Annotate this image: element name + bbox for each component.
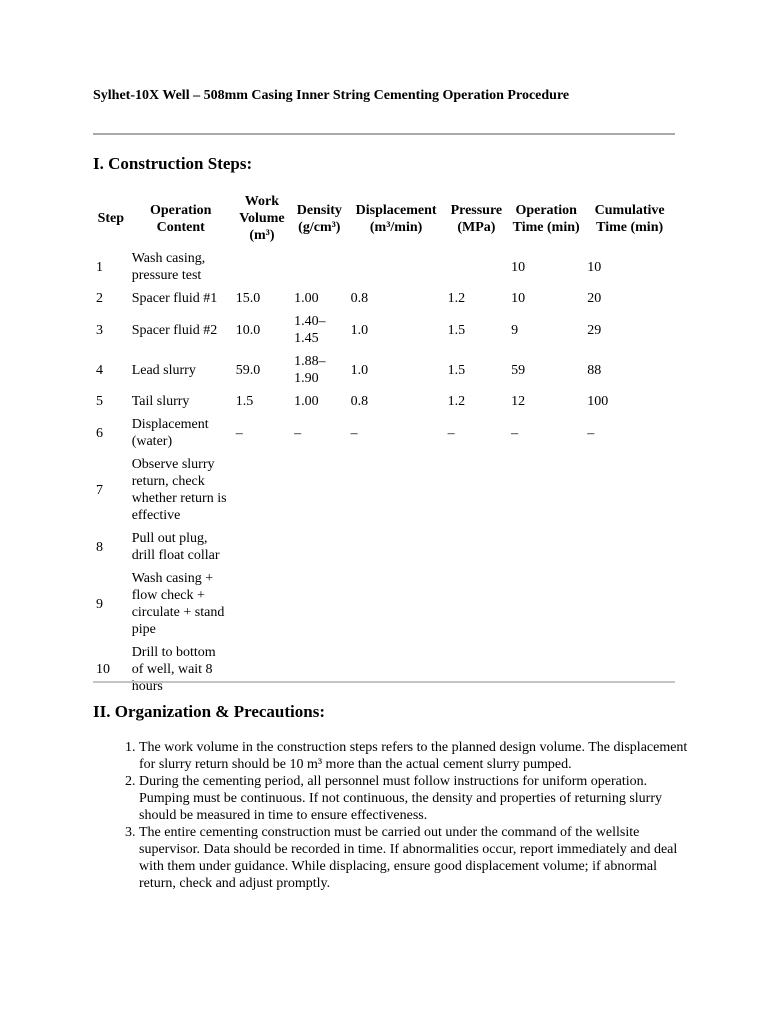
document-title: Sylhet-10X Well – 508mm Casing Inner String Cementing Operation Procedure [93,88,570,103]
cell-cumulative-time: 100 [587,394,609,409]
cell-operation-time: 10 [511,291,526,306]
cell-cumulative-time: 20 [587,291,602,306]
cell-displacement [348,453,445,527]
cell-cumulative-time: 29 [587,322,602,338]
cell-density [291,247,348,287]
cell-cumulative-time [584,641,675,698]
cell-step: 9 [96,596,103,612]
cell-density: 1.40–1.45 [294,314,326,346]
precautions-list [113,739,694,892]
table-row [93,527,675,567]
header-pressure: Pressure (MPa) [450,202,503,235]
header-density: Density (g/cm³) [296,202,342,235]
cell-step: 5 [96,394,103,409]
construction-steps-heading: I. Construction Steps: [93,154,253,173]
cell-displacement [348,247,445,287]
cell-pressure: 1.5 [447,362,466,378]
cell-operation-time [508,527,584,567]
table-header-row [93,190,675,247]
header-displacement: Displacement (m³/min) [355,202,437,235]
cell-work-volume [233,641,291,698]
cell-pressure [445,527,508,567]
cell-density: – [294,425,302,441]
cell-pressure: – [447,425,455,441]
table-row [93,641,675,698]
cell-operation-time [508,641,584,698]
cell-step: 8 [96,539,103,555]
table-row [93,247,675,287]
cell-displacement [348,641,445,698]
cell-operation-time [508,567,584,641]
cell-cumulative-time [584,567,675,641]
cell-density: 1.00 [294,394,319,409]
table-row [93,287,675,310]
cell-work-volume: 15.0 [235,291,261,306]
cell-displacement [348,527,445,567]
cell-work-volume: 1.5 [235,394,254,409]
header-work-volume: Work Volume (m³) [239,194,285,243]
cell-pressure: 1.2 [447,291,466,306]
construction-steps-table [93,190,675,698]
cell-operation: Spacer fluid #1 [131,291,218,306]
title-divider [93,133,675,135]
cell-operation-time: 10 [511,259,526,275]
precaution-item: 2. During the cementing period, all personnel must follow instructions for uniform operation. Pumping must be continuous. If not continuous, the density and properties of returning slurry should be measured in time to ensure effectiveness. [139,773,694,824]
cell-step: 6 [96,425,103,441]
table-row [93,350,675,390]
cell-operation-time: 12 [511,394,526,409]
organization-heading: II. Organization & Precautions: [93,702,326,721]
cell-operation: Displacement (water) [131,417,209,449]
cell-step: 10 [96,662,110,677]
cell-work-volume: 59.0 [235,362,261,378]
cell-density [291,567,348,641]
cell-work-volume: 10.0 [235,322,261,338]
cell-operation-time [508,453,584,527]
cell-cumulative-time: – [587,425,595,441]
table-row [93,567,675,641]
cell-operation: Tail slurry [131,394,190,409]
cell-operation-time: 59 [511,362,526,378]
cell-work-volume [233,567,291,641]
cell-step: 7 [96,482,103,498]
cell-work-volume: – [235,425,243,441]
cell-operation-time: 9 [511,322,519,338]
cell-operation: Spacer fluid #2 [131,322,218,338]
cell-pressure [445,567,508,641]
cell-operation: Lead slurry [131,362,196,378]
cell-displacement: – [350,425,358,441]
cell-displacement: 0.8 [350,394,369,409]
cell-operation: Wash casing, pressure test [131,251,206,283]
cell-pressure [445,453,508,527]
cell-pressure [445,247,508,287]
cell-pressure: 1.2 [447,394,466,409]
cell-work-volume [233,527,291,567]
cell-step: 4 [96,362,103,378]
cell-operation: Observe slurry return, check whether return is effective [131,457,227,523]
header-cumulative-time: Cumulative Time (min) [594,202,665,235]
table-row [93,390,675,413]
cell-cumulative-time [584,527,675,567]
cell-cumulative-time: 10 [587,259,602,275]
cell-pressure: 1.5 [447,322,466,338]
header-step: Step [97,211,125,226]
cell-step: 1 [96,259,103,275]
cell-operation: Wash casing + flow check + circulate + stand pipe [131,571,225,637]
cell-density: 1.88–1.90 [294,354,326,386]
cell-operation-time: – [511,425,519,441]
cell-work-volume [233,453,291,527]
cell-step: 2 [96,291,103,306]
cell-displacement [348,567,445,641]
cell-density [291,641,348,698]
table-row [93,310,675,350]
header-operation-time: Operation Time (min) [512,202,580,235]
table-row [93,453,675,527]
cell-density: 1.00 [294,291,319,306]
header-operation: Operation Content [149,202,212,235]
cell-density [291,453,348,527]
cell-pressure [445,641,508,698]
precaution-item: 1. The work volume in the construction steps refers to the planned design volume. The displacement for slurry return should be 10 m³ more than the actual cement slurry pumped. [139,739,694,773]
cell-displacement: 1.0 [350,322,369,338]
cell-operation: Pull out plug, drill float collar [131,531,220,563]
section-divider [93,681,675,683]
precaution-item: 3. The entire cementing construction must be carried out under the command of the wellsite supervisor. Data should be recorded in time. If abnormalities occur, report immediately and deal with them under guidance. While displacing, ensure good displacement volume; if abnormal return, check and adjust promptly. [139,824,694,892]
table-row [93,413,675,453]
cell-density [291,527,348,567]
cell-displacement: 1.0 [350,362,369,378]
cell-operation: Drill to bottom of well, wait 8 hours [131,645,216,694]
cell-work-volume [233,247,291,287]
cell-cumulative-time [584,453,675,527]
cell-cumulative-time: 88 [587,362,602,378]
cell-displacement: 0.8 [350,291,369,306]
cell-step: 3 [96,322,103,338]
